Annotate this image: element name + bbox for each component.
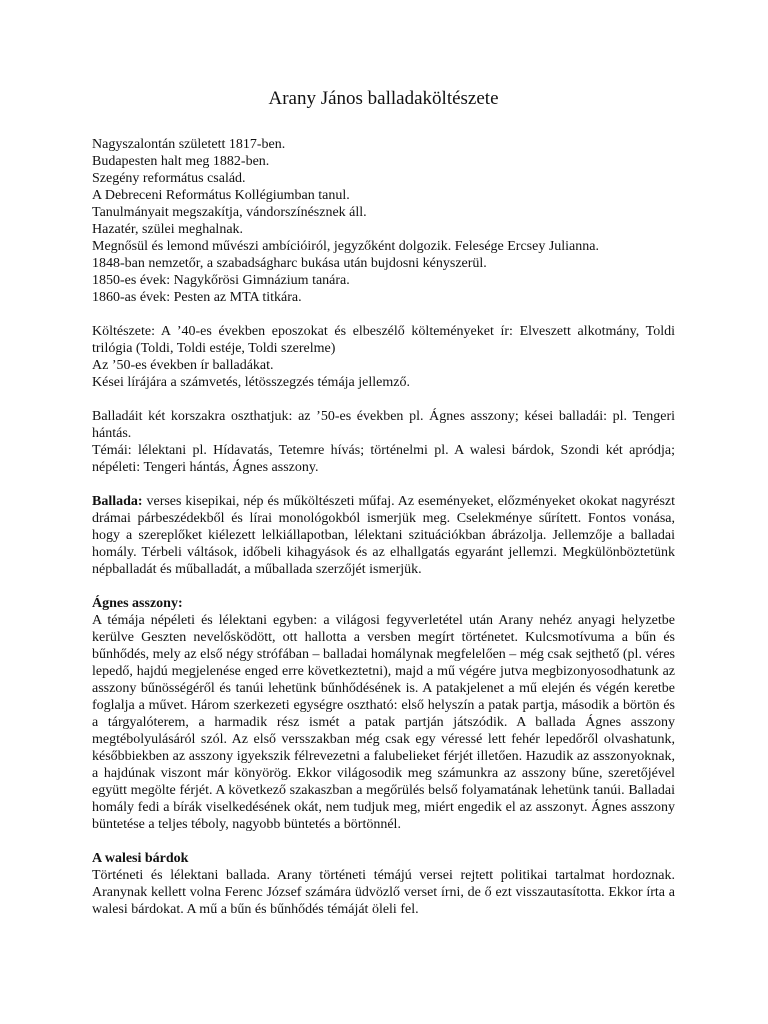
bio-line: Hazatér, szülei meghalnak. [92, 222, 244, 237]
bio-line: 1848-ban nemzetőr, a szabadságharc bukása után bujdosni kényszerül. [92, 256, 487, 271]
periods-paragraph: Balladáit két korszakra oszthatjuk: az ’50-es években pl. Ágnes asszony; kései balladái: pl. Tengeri hántás. [92, 409, 675, 441]
walesi-heading: A walesi bárdok [92, 851, 189, 866]
poetry-line: Kései lírájára a számvetés, létösszegzés témája jellemző. [92, 375, 410, 390]
ballada-paragraph [92, 493, 675, 578]
agnes-heading: Ágnes asszony: [92, 596, 183, 611]
agnes-paragraph: A témája népéleti és lélektani egyben: a világosi fegyverletétel után Arany nehéz anyagi helyzetbe kerülve Geszten nevelősködött, ott hallotta a versben megírt történetet. Kulcsmotívuma a bűn és bűnhődés, mely az első négy strófában – balladai homálynak megfelelően – még csak sejthető (pl. véres lepedő, hajdú megjelenése enged erre következtetni), majd a mű végére jutva megbizonyosodhatunk az asszony bűnösségéről és tanúi lehetünk bűnhődésének is. A patakjelenet a mű elején és végén keretbe foglalja a művet. Három szerkezeti egységre osztható: első helyszín a patak partja, második a börtön és a tárgyalóterem, a harmadik rész ismét a patak partján játszódik. A ballada Ágnes asszony megtébolyulásáról szól. Az első versszakban még csak egy véressé lett fehér lepedőről olvashatunk, későbbiekben az asszony igyekszik félrevezetni a falubelieket férjét illetően. Hazudik az asszonyoknak, a hajdúnak viszont már könyörög. Ekkor világosodik meg számunkra az asszony bűne, szeretőjével együtt megölte férjét. A következő szakaszban a megőrülés belső folyamatának lehetünk tanúi. Balladai homály fedi a bírák viselkedésének okát, nem tudjuk meg, miért engedik el az asszonyt. Ágnes asszony büntetése a teljes téboly, nagyobb büntetés a börtönnél. [92, 613, 675, 832]
poetry-paragraph: Költészete: A ’40-es években eposzokat és elbeszélő költeményeket ír: Elveszett alkotmány, Toldi trilógia (Toldi, Toldi estéje, Toldi szerelme) [92, 324, 675, 356]
periods-section [92, 408, 675, 476]
themes-paragraph: Témái: lélektani pl. Hídavatás, Tetemre hívás; történelmi pl. A walesi bárdok, Szondi két apródja; népéleti: Tengeri hántás, Ágnes asszony. [92, 443, 675, 475]
bio-line: 1860-as évek: Pesten az MTA titkára. [92, 290, 302, 305]
bio-line: 1850-es évek: Nagykőrösi Gimnázium tanára. [92, 273, 350, 288]
ballada-term: Ballada: [92, 494, 143, 509]
page-title: Arany János balladaköltészete [268, 88, 499, 109]
agnes-section [92, 595, 675, 833]
bio-line: Nagyszalontán született 1817-ben. [92, 137, 286, 152]
walesi-section [92, 850, 675, 918]
poetry-section [92, 323, 675, 391]
biography-section [92, 136, 675, 306]
bio-line: Szegény református család. [92, 171, 246, 186]
ballada-text: verses kisepikai, nép és műköltészeti műfaj. Az eseményeket, előzményeket okokat nagyrészt drámai párbeszédekből és lírai monológokból ismerjük meg. Cselekménye sűrített. Fontos vonása, hogy a szereplőket kiélezett lelkiállapotban, lélektani szituációkban ábrázolja. Jellemzője a balladai homály. Térbeli váltások, időbeli kihagyások és az elhallgatás egyaránt jellemzi. Megkülönböztetünk népballadát és műballadát, a műballada szerzőjét ismerjük. [92, 494, 675, 577]
bio-line: Megnősül és lemond művészi ambícióiról, jegyzőként dolgozik. Felesége Ercsey Julianna. [92, 239, 599, 254]
bio-line: Tanulmányait megszakítja, vándorszínésznek áll. [92, 205, 367, 220]
bio-line: A Debreceni Református Kollégiumban tanul. [92, 188, 350, 203]
bio-line: Budapesten halt meg 1882-ben. [92, 154, 270, 169]
poetry-line: Az ’50-es években ír balladákat. [92, 358, 274, 373]
walesi-paragraph: Történeti és lélektani ballada. Arany történeti témájú versei rejtett politikai tartalmat hordoznak. Aranynak kellett volna Ferenc József számára üdvözlő verset írni, de ő ezt visszautasította. Ekkor írta a walesi bárdokat. A mű a bűn és bűnhődés témáját öleli fel. [92, 868, 675, 917]
